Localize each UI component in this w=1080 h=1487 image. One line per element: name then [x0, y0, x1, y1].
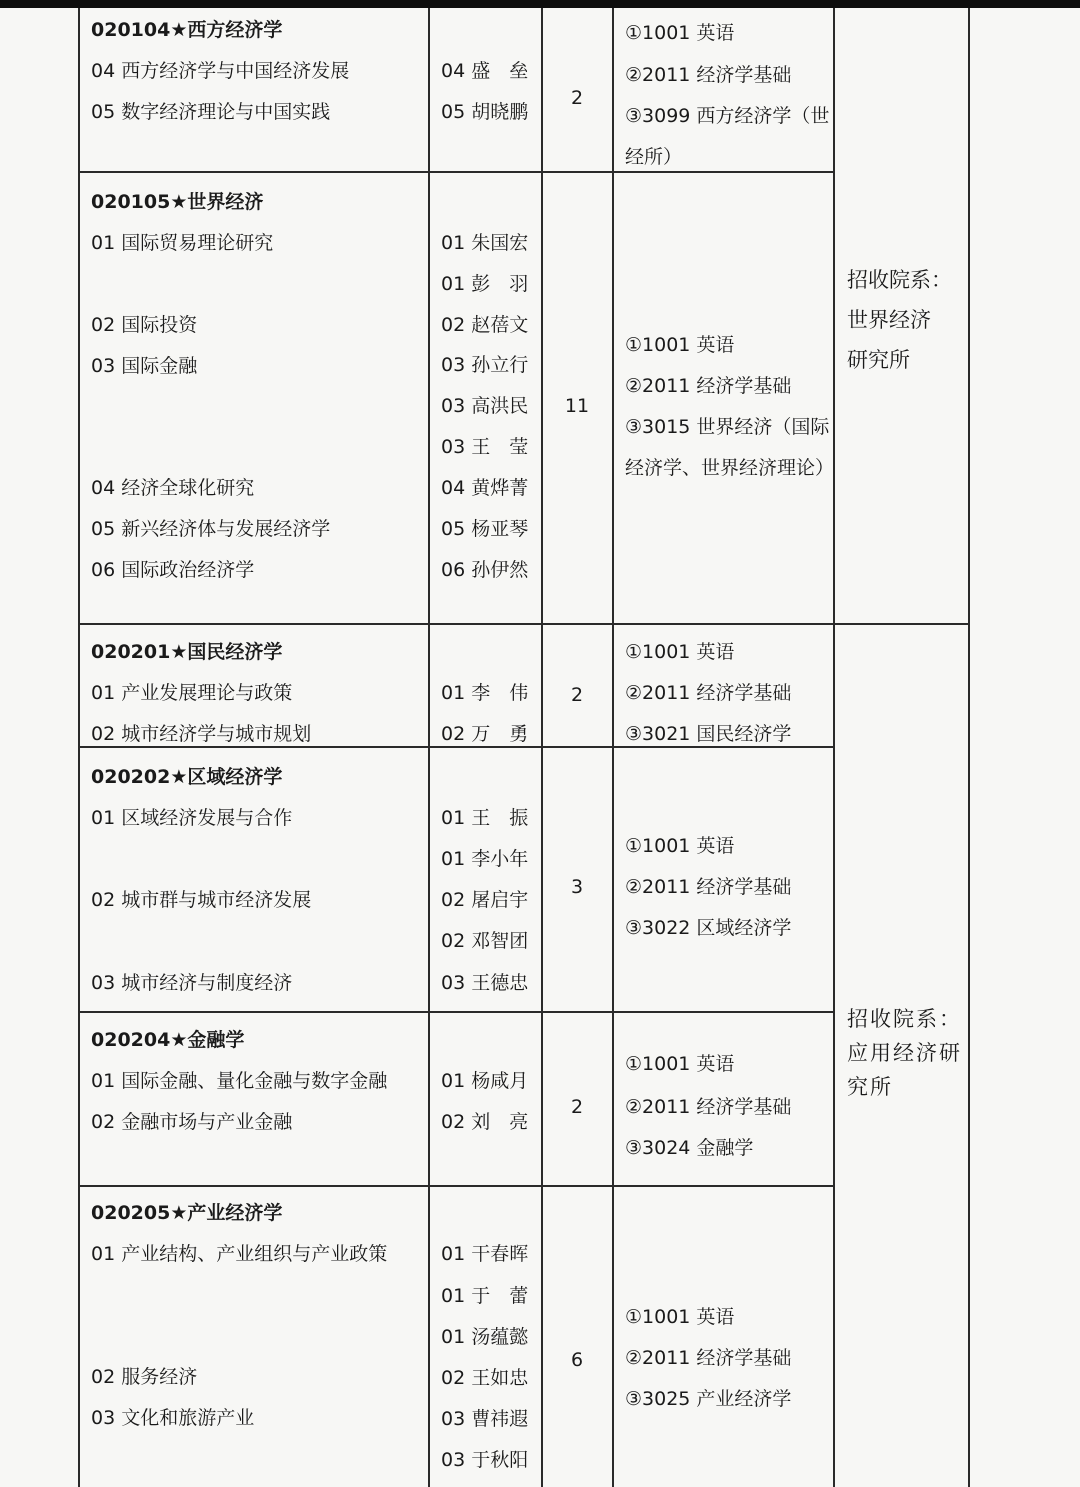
enrollment-quota: 3: [570, 876, 584, 898]
supervisor: 01 彭 羽: [441, 273, 529, 295]
program-title: 020201★国民经济学: [91, 641, 283, 663]
exam-subject: ②2011 经济学基础: [625, 876, 792, 898]
supervisor: 02 王如忠: [441, 1367, 529, 1389]
top-edge: [0, 0, 1080, 8]
exam-subject: ②2011 经济学基础: [625, 1096, 792, 1118]
exam-subject: 经所）: [625, 146, 683, 168]
supervisor: 01 朱国宏: [441, 232, 529, 254]
supervisor: 05 胡晓鹏: [441, 101, 529, 123]
exam-subject: ①1001 英语: [625, 835, 735, 857]
exam-subject: ③3015 世界经济（国际: [625, 416, 830, 438]
exam-subject: ①1001 英语: [625, 1053, 735, 1075]
supervisor: 03 于秋阳: [441, 1449, 529, 1471]
program-title: 020105★世界经济: [91, 191, 264, 213]
row-divider: [78, 623, 970, 625]
department-label: 招收院系：: [847, 268, 952, 292]
enrollment-quota: 2: [570, 684, 584, 706]
program-title: 020205★产业经济学: [91, 1202, 283, 1224]
department-name: 究所: [847, 1075, 893, 1099]
direction: 02 金融市场与产业金融: [91, 1111, 293, 1133]
supervisor: 04 盛 垒: [441, 60, 529, 82]
exam-subject: ①1001 英语: [625, 641, 735, 663]
exam-subject: ③3021 国民经济学: [625, 723, 792, 745]
direction: 02 服务经济: [91, 1366, 198, 1388]
direction: 04 经济全球化研究: [91, 477, 255, 499]
row-divider: [78, 1185, 835, 1187]
row-divider: [78, 746, 835, 748]
supervisor: 01 干春晖: [441, 1243, 529, 1265]
exam-subject: ②2011 经济学基础: [625, 682, 792, 704]
supervisor: 02 刘 亮: [441, 1111, 529, 1133]
supervisor: 03 高洪民: [441, 395, 529, 417]
exam-subject: 经济学、世界经济理论）: [625, 457, 835, 479]
supervisor: 06 孙伊然: [441, 559, 529, 581]
department-cell: [847, 260, 952, 380]
direction: 02 城市经济学与城市规划: [91, 723, 312, 745]
enrollment-quota: 2: [570, 87, 584, 109]
supervisor: 02 万 勇: [441, 723, 529, 745]
direction: 01 国际贸易理论研究: [91, 232, 274, 254]
exam-subject: ③3099 西方经济学（世: [625, 105, 830, 127]
supervisor: 03 曹祎遐: [441, 1408, 529, 1430]
exam-subject: ③3025 产业经济学: [625, 1388, 792, 1410]
supervisor: 01 汤蕴懿: [441, 1326, 529, 1348]
grid-line: [968, 8, 970, 1487]
department-name: 世界经济: [847, 308, 931, 332]
program-title: 020202★区域经济学: [91, 766, 283, 788]
supervisor: 03 王 莹: [441, 436, 529, 458]
department-name: 应用经济研: [847, 1041, 962, 1065]
direction: 01 产业结构、产业组织与产业政策: [91, 1243, 388, 1265]
supervisor: 03 王德忠: [441, 972, 529, 994]
exam-subject: ③3024 金融学: [625, 1137, 754, 1159]
enrollment-quota: 2: [570, 1096, 584, 1118]
direction: 06 国际政治经济学: [91, 559, 255, 581]
supervisor: 05 杨亚琴: [441, 518, 529, 540]
exam-subject: ②2011 经济学基础: [625, 64, 792, 86]
direction: 03 城市经济与制度经济: [91, 972, 293, 994]
direction: 05 新兴经济体与发展经济学: [91, 518, 331, 540]
exam-subject: ②2011 经济学基础: [625, 375, 792, 397]
row-divider: [78, 171, 835, 173]
supervisor: 03 孙立行: [441, 354, 529, 376]
direction: 03 文化和旅游产业: [91, 1407, 255, 1429]
direction: 02 城市群与城市经济发展: [91, 889, 312, 911]
supervisor: 02 屠启宇: [441, 889, 529, 911]
department-label: 招收院系：: [847, 1007, 962, 1031]
direction: 01 国际金融、量化金融与数字金融: [91, 1070, 388, 1092]
department-cell: [847, 1002, 962, 1104]
row-divider: [78, 1011, 835, 1013]
enrollment-quota: 11: [564, 395, 590, 417]
supervisor: 01 于 蕾: [441, 1285, 529, 1307]
direction: 05 数字经济理论与中国实践: [91, 101, 331, 123]
supervisor: 01 杨咸月: [441, 1070, 529, 1092]
supervisor: 01 王 振: [441, 807, 529, 829]
exam-subject: ①1001 英语: [625, 334, 735, 356]
direction: 01 区域经济发展与合作: [91, 807, 293, 829]
direction: 03 国际金融: [91, 355, 198, 377]
supervisor: 02 邓智团: [441, 930, 529, 952]
department-name: 研究所: [847, 348, 910, 372]
exam-subject: ②2011 经济学基础: [625, 1347, 792, 1369]
supervisor: 02 赵蓓文: [441, 314, 529, 336]
direction: 04 西方经济学与中国经济发展: [91, 60, 350, 82]
exam-subject: ①1001 英语: [625, 1306, 735, 1328]
direction: 01 产业发展理论与政策: [91, 682, 293, 704]
supervisor: 01 李小年: [441, 848, 529, 870]
supervisor: 01 李 伟: [441, 682, 529, 704]
exam-subject: ①1001 英语: [625, 22, 735, 44]
enrollment-quota: 6: [570, 1349, 584, 1371]
program-title: 020204★金融学: [91, 1029, 245, 1051]
program-title: 020104★西方经济学: [91, 19, 283, 41]
exam-subject: ③3022 区域经济学: [625, 917, 792, 939]
supervisor: 04 黄烨菁: [441, 477, 529, 499]
direction: 02 国际投资: [91, 314, 198, 336]
